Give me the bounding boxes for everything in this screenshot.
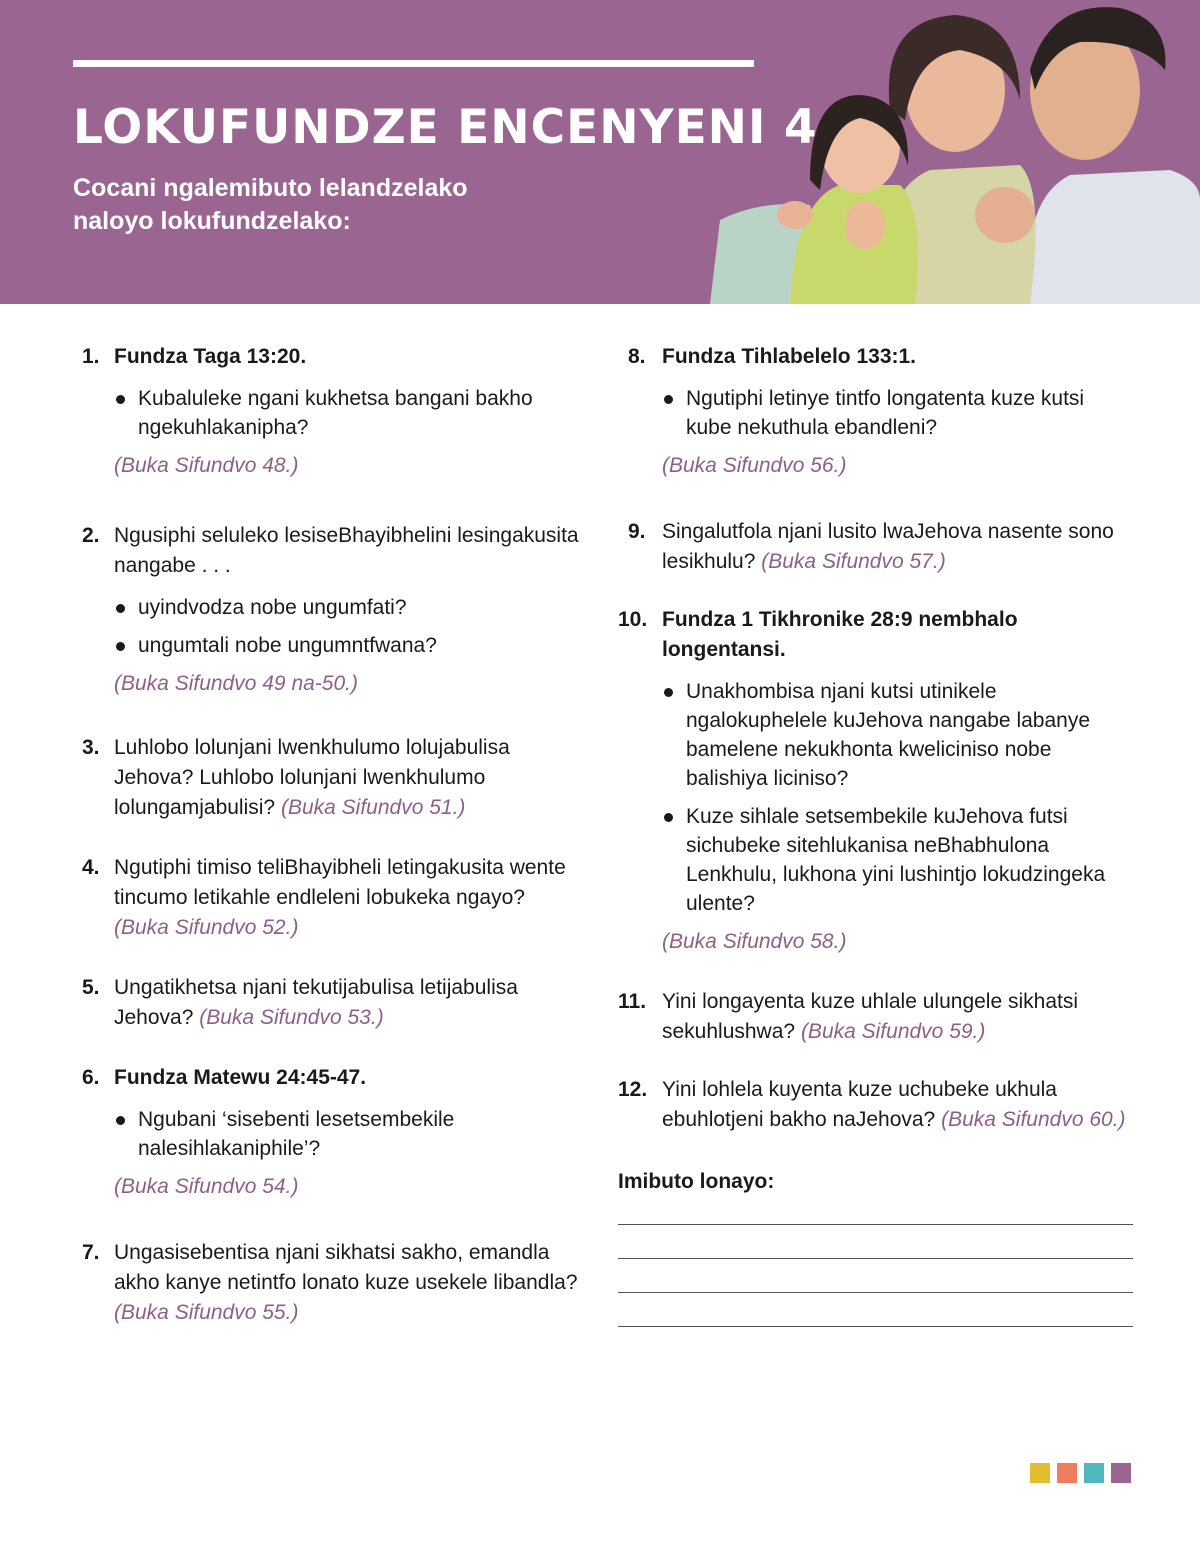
bullet-item: Kuze sihlale setsembekile kuJehova futsi sichubeke sitehlukanisa neBhabhulona Lenkhulu, lukhona yini lushintjo lokudzingeka ulente? <box>662 802 1133 918</box>
page-title: LOKUFUNDZE ENCENYENI 4 <box>73 100 818 155</box>
question-3 <box>82 733 582 823</box>
bullet-item: Kubaluleke ngani kukhetsa bangani bakho ngekuhlakanipha? <box>114 384 582 442</box>
lesson-reference: (Buka Sifundvo 60.) <box>941 1108 1126 1131</box>
bullet-list <box>82 1105 582 1163</box>
bullet-list <box>618 677 1133 918</box>
questions-right-column <box>618 342 1133 1135</box>
swatch-yellow <box>1030 1463 1050 1483</box>
question-9 <box>618 517 1133 577</box>
question-7 <box>82 1238 582 1328</box>
question-number: 3. <box>82 736 100 759</box>
question-text: Yini longayenta kuze uhlale ulungele sikhatsi sekuhlushwa? (Buka Sifundvo 59.) <box>662 990 1079 1043</box>
questions-left-column <box>82 342 582 1328</box>
bullet-list <box>82 593 582 660</box>
question-text: Singalutfola njani lusito lwaJehova nasente sono lesikhulu? (Buka Sifundvo 57.) <box>662 520 1114 573</box>
question-5 <box>82 973 582 1033</box>
bullet-list <box>618 384 1133 442</box>
lesson-reference: (Buka Sifundvo 52.) <box>114 916 299 939</box>
question-number: 9. <box>628 520 646 543</box>
question-number: 4. <box>82 856 100 879</box>
question-6 <box>82 1063 582 1202</box>
question-8 <box>618 342 1133 481</box>
header-rule <box>73 60 754 67</box>
question-number: 10. <box>618 608 648 631</box>
bullet-item: uyindvodza nobe ungumfati? <box>114 593 582 622</box>
question-text: Ungatikhetsa njani tekutijabulisa letijabulisa Jehova? (Buka Sifundvo 53.) <box>114 976 518 1029</box>
question-text: Fundza Tihlabelelo 133:1. <box>662 345 917 368</box>
question-number: 12. <box>618 1078 648 1101</box>
lesson-reference: (Buka Sifundvo 55.) <box>114 1301 299 1324</box>
bullet-list <box>82 384 582 442</box>
swatch-teal <box>1084 1463 1104 1483</box>
question-text: Fundza Taga 13:20. <box>114 345 307 368</box>
note-line[interactable] <box>618 1224 1133 1225</box>
bullet-item: Unakhombisa njani kutsi utinikele ngalokuphelele kuJehova nangabe labanye bamelene nekukhonta kweliciniso nobe balishiya liciniso? <box>662 677 1133 793</box>
question-text: Luhlobo lolunjani lwenkhulumo lolujabulisa Jehova? Luhlobo lolunjani lwenkhulumo lolungamjabulisi? (Buka Sifundvo 51.) <box>114 736 510 819</box>
swatch-purple <box>1111 1463 1131 1483</box>
question-number: 6. <box>82 1066 100 1089</box>
question-text: Fundza Matewu 24:45-47. <box>114 1066 367 1089</box>
question-number: 11. <box>618 990 647 1013</box>
note-line[interactable] <box>618 1326 1133 1327</box>
color-swatches <box>1030 1463 1131 1483</box>
bullet-item: ungumtali nobe ungumntfwana? <box>114 631 582 660</box>
lesson-reference: (Buka Sifundvo 49 na-50.) <box>114 672 358 695</box>
family-praying-illustration <box>700 0 1200 304</box>
page-subtitle: Cocani ngalemibuto lelandzelako naloyo lokufundzelako: <box>73 174 468 235</box>
lesson-reference: (Buka Sifundvo 53.) <box>199 1006 384 1029</box>
question-text: Ungasisebentisa njani sikhatsi sakho, emandla akho kanye netintfo lonato kuze usekele libandla? (Buka Sifundvo 55.) <box>114 1241 578 1324</box>
lesson-reference: (Buka Sifundvo 56.) <box>662 454 847 477</box>
swatch-orange <box>1057 1463 1077 1483</box>
question-number: 8. <box>628 345 646 368</box>
question-number: 2. <box>82 524 100 547</box>
note-line[interactable] <box>618 1258 1133 1259</box>
question-4 <box>82 853 582 943</box>
question-text: Fundza 1 Tikhronike 28:9 nembhalo longentansi. <box>662 608 1018 661</box>
question-10 <box>618 605 1133 957</box>
question-text: Ngusiphi seluleko lesiseBhayibhelini lesingakusita nangabe . . . <box>114 524 579 577</box>
question-number: 7. <box>82 1241 100 1264</box>
question-text: Ngutiphi timiso teliBhayibheli letingakusita wente tincumo letikahle endleleni lobukeka ngayo? (Buka Sifundvo 52.) <box>114 856 566 939</box>
question-12 <box>618 1075 1133 1135</box>
lesson-reference: (Buka Sifundvo 58.) <box>662 930 847 953</box>
header-banner <box>0 0 1200 304</box>
lesson-reference: (Buka Sifundvo 54.) <box>114 1175 299 1198</box>
question-11 <box>618 987 1133 1047</box>
bullet-item: Ngutiphi letinye tintfo longatenta kuze kutsi kube nekuthula ebandleni? <box>662 384 1133 442</box>
notes-label: Imibuto lonayo: <box>618 1170 775 1193</box>
bullet-item: Ngubani ‘sisebenti lesetsembekile nalesihlakaniphile’? <box>114 1105 582 1163</box>
question-1 <box>82 342 582 481</box>
lesson-reference: (Buka Sifundvo 48.) <box>114 454 299 477</box>
lesson-reference: (Buka Sifundvo 57.) <box>761 550 946 573</box>
question-text: Yini lohlela kuyenta kuze uchubeke ukhula ebuhlotjeni bakho naJehova? (Buka Sifundvo 60.) <box>662 1078 1126 1131</box>
question-2 <box>82 521 582 699</box>
question-number: 1. <box>82 345 100 368</box>
lesson-reference: (Buka Sifundvo 59.) <box>800 1020 986 1043</box>
question-number: 5. <box>82 976 100 999</box>
lesson-reference: (Buka Sifundvo 51.) <box>280 796 466 819</box>
note-line[interactable] <box>618 1292 1133 1293</box>
